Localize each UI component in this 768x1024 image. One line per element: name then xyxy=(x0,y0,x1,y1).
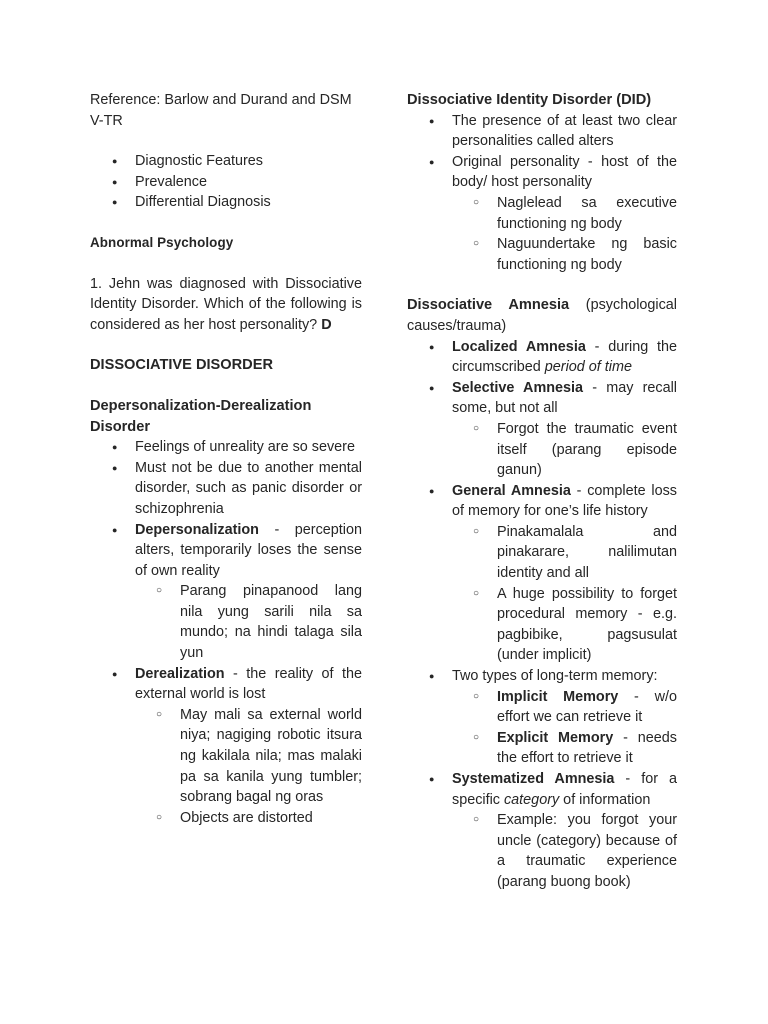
ddd-title: Depersonalization-Derealization Disorder xyxy=(90,397,312,435)
did-title: Dissociative Identity Disorder (DID) xyxy=(407,92,652,108)
list-item: ● Differential Diagnosis xyxy=(90,192,362,213)
right-column xyxy=(407,90,677,893)
list-item xyxy=(407,769,677,893)
systematized-desc-end: of information xyxy=(559,791,651,808)
sub-list-item: ○ A huge possibility to forget procedural memory - e.g. pagbibike, pagsusulat (under implicit) xyxy=(452,584,677,666)
sub-list-item xyxy=(452,728,677,769)
amnesia-title: Dissociative Amnesia xyxy=(407,297,570,314)
reference-line: Reference: Barlow and Durand and DSM V-TR xyxy=(90,92,352,129)
localized-term: Localized Amnesia xyxy=(452,338,586,355)
implicit-desc: - w/o effort we can retrieve it xyxy=(497,688,677,726)
selective-desc: - may recall some, but not all xyxy=(452,379,677,417)
explicit-term: Explicit Memory xyxy=(497,729,614,746)
sub-list xyxy=(135,705,362,829)
sub-list-item: ○ May mali sa external world niya; nagiging robotic itsura ng kakilala nila; mas malaki pa sa kanila yung tumbler; sobrang bagal ng oras xyxy=(135,705,362,808)
selective-term: Selective Amnesia xyxy=(452,379,584,396)
course-title: Abnormal Psychology xyxy=(90,234,234,250)
amnesia-note: (psychological causes/trauma) xyxy=(407,297,677,334)
ltm-text: Two types of long-term memory: xyxy=(452,668,658,685)
sub-list xyxy=(452,522,677,666)
sub-list-item: ○ Forgot the traumatic event itself (parang episode ganun) xyxy=(452,419,677,481)
list-item: ● Diagnostic Features xyxy=(90,151,362,172)
sub-list-item: ○ Objects are distorted xyxy=(135,808,362,829)
left-column xyxy=(90,90,362,828)
sub-list xyxy=(452,419,677,481)
list-item: ● Must not be due to another mental disorder, such as panic disorder or schizophrenia xyxy=(90,458,362,520)
implicit-term: Implicit Memory xyxy=(497,688,619,705)
sub-list-item: ○ Naglelead sa executive functioning ng body xyxy=(452,193,677,234)
depersonalization-desc: - perception alters, temporarily loses the sense of own reality xyxy=(135,521,362,579)
list-item xyxy=(90,520,362,664)
general-term: General Amnesia xyxy=(452,482,571,499)
list-item xyxy=(90,664,362,829)
did-host-text: Original personality - host of the body/ host personality xyxy=(452,153,677,191)
sub-list xyxy=(135,581,362,663)
derealization-term: Derealization xyxy=(135,665,225,682)
list-item xyxy=(407,378,677,481)
list-item: ● Prevalence xyxy=(90,172,362,193)
sub-list-item xyxy=(452,687,677,728)
question-body: 1. Jehn was diagnosed with Dissociative Identity Disorder. Which of the following is considered as her host personality? xyxy=(90,275,362,333)
depersonalization-term: Depersonalization xyxy=(135,521,259,538)
localized-italic: period of time xyxy=(544,359,632,376)
sub-list-item: ○ Pinakamalala and pinakarare, nalilimutan identity and all xyxy=(452,522,677,584)
sub-list-item: ○ Parang pinapanood lang nila yung sarili nila sa mundo; na hindi talaga sila yun xyxy=(135,581,362,663)
ddd-list xyxy=(90,437,362,828)
section-title: DISSOCIATIVE DISORDER xyxy=(90,357,273,374)
localized-desc: - during the circumscribed xyxy=(452,338,678,376)
list-item: ● The presence of at least two clear personalities called alters xyxy=(407,111,677,152)
amnesia-heading xyxy=(407,295,677,336)
list-item xyxy=(407,481,677,666)
list-item: ● Feelings of unreality are so severe xyxy=(90,437,362,458)
list-item xyxy=(407,337,677,378)
question-text xyxy=(90,274,362,336)
sub-list xyxy=(452,687,677,769)
sub-list xyxy=(452,810,677,892)
did-list xyxy=(407,111,677,276)
answer-letter: D xyxy=(321,316,332,333)
general-desc: - complete loss of memory for one’s life history xyxy=(452,482,677,520)
derealization-desc: - the reality of the external world is lost xyxy=(135,665,362,703)
sub-list-item: ○ Example: you forgot your uncle (category) because of a traumatic experience (parang buong book) xyxy=(452,810,677,892)
systematized-term: Systematized Amnesia xyxy=(452,771,615,787)
sub-list-item: ○ Naguundertake ng basic functioning ng body xyxy=(452,234,677,275)
list-item xyxy=(407,666,677,769)
systematized-italic: category xyxy=(503,791,560,808)
amnesia-list xyxy=(407,337,677,893)
list-item xyxy=(407,152,677,276)
explicit-desc: - needs the effort to retrieve it xyxy=(497,729,677,767)
systematized-desc: - for a specific xyxy=(452,771,677,808)
topics-list xyxy=(90,151,362,213)
sub-list xyxy=(452,193,677,275)
